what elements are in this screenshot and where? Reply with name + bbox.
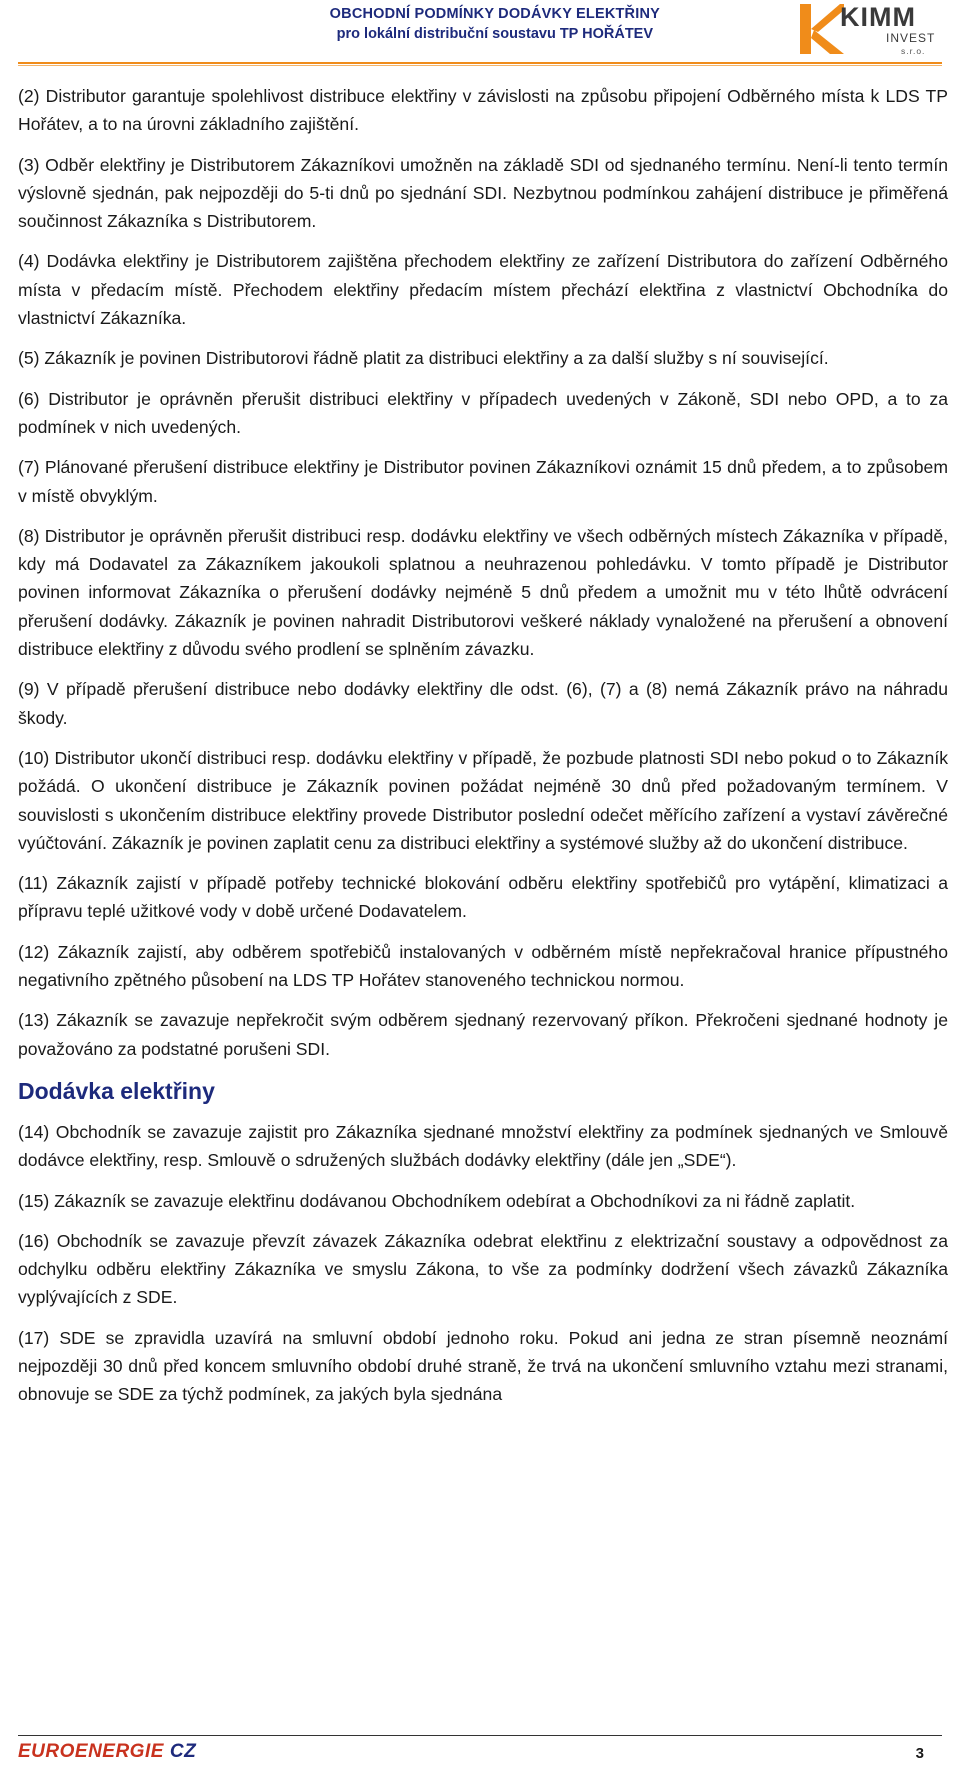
paragraph-6: (6) Distributor je oprávněn přerušit distribuci elektřiny v případech uvedených v Zákoně, SDI nebo OPD, a to za podmínek v nich uvedených.: [18, 388, 948, 437]
paragraph-8: (8) Distributor je oprávněn přerušit distribuci resp. dodávku elektřiny ve všech odběrných místech Zákazníka v případě, kdy má Dodavatel za Zákazníkem jakoukoli splatnou a neuhrazenou pohledávku. V tomto případě je Distributor povinen informovat Zákazníka o přerušení dodávky nejméně 5 dnů předem a umožnit mu v této lhůtě odvrácení přerušení dodávky. Zákazník je povinen nahradit Distributorovi veškeré náklady vynaložené na přerušení a obnovení distribuce elektřiny z důvodu svého prodlení se splněním závazku.: [18, 525, 948, 660]
document-body: [18, 82, 948, 1409]
paragraph-14: (14) Obchodník se zavazuje zajistit pro Zákazníka sjednané množství elektřiny za podmínek sjednaných ve Smlouvě dodávce elektřiny, resp. Smlouvě o sdružených službách dodávky elektřiny (dále jen „SDE“).: [18, 1121, 948, 1171]
header-divider-secondary: [18, 65, 942, 66]
paragraph-16: (16) Obchodník se zavazuje převzít závazek Zákazníka odebrat elektřinu z elektrizační soustavy a odpovědnost za odchylku odběru elektřiny Zákazníka ve smyslu Zákona, to vše za podmínky dodržení všech závazků Zákazníka vyplývajících z SDE.: [18, 1230, 948, 1308]
logo-sub: INVEST: [886, 31, 936, 45]
paragraph-2: (2) Distributor garantuje spolehlivost distribuce elektřiny v závislosti na způsobu připojení Odběrného místa k LDS TP Hořátev, a to na úrovni základního zajištění.: [18, 86, 948, 135]
footer-divider: [18, 1735, 942, 1736]
footer-logo-suffix: CZ: [169, 1741, 197, 1762]
document-title-line2: pro lokální distribuční soustavu TP HOŘÁTEV: [336, 26, 654, 42]
header-divider: [18, 62, 942, 64]
paragraph-15: (15) Zákazník se zavazuje elektřinu dodávanou Obchodníkem odebírat a Obchodníkovi za ni řádně zaplatit.: [18, 1190, 856, 1211]
paragraphs-group-a: [18, 82, 948, 1063]
kimm-k-mark-icon: [800, 2, 844, 56]
footer-logo-text: EUROENERGIE: [18, 1741, 164, 1762]
paragraph-5: (5) Zákazník je povinen Distributorovi řádně platit za distribuci elektřiny a za další služby s ní související.: [18, 348, 829, 369]
paragraphs-group-b: [18, 1118, 948, 1409]
paragraph-9: (9) V případě přerušení distribuce nebo dodávky elektřiny dle odst. (6), (7) a (8) nemá Zákazník právo na náhradu škody.: [18, 679, 948, 728]
logo-sro: s.r.o.: [901, 46, 926, 56]
paragraph-3: (3) Odběr elektřiny je Distributorem Zákazníkovi umožněn na základě SDI od sjednaného termínu. Není-li tento termín výslovně sjednán, pak nejpozději do 5-ti dnů po sjednání SDI. Nezbytnou podmínkou zahájení distribuce je přiměřená součinnost Zákazníka s Distributorem.: [18, 154, 948, 232]
paragraph-10: (10) Distributor ukončí distribuci resp. dodávku elektřiny v případě, že pozbude platnosti SDI nebo pokud o to Zákazník požádá. O ukončení distribuce je Zákazník povinen požádat nejméně 30 dnů před požadovaným termínem. V souvislosti s ukončením distribuce elektřiny provede Distributor poslední odečet měřícího zařízení a vystaví závěrečné vyúčtování. Zákazník je povinen zaplatit cenu za distribuci elektřiny a systémové služby až do ukončení distribuce.: [18, 747, 948, 853]
page-header: [0, 0, 960, 64]
section-heading: Dodávka elektřiny: [18, 1077, 215, 1104]
paragraph-13: (13) Zákazník se zavazuje nepřekročit svým odběrem sjednaný rezervovaný příkon. Překročeni sjednané hodnoty je považováno za podstatné porušeni SDI.: [18, 1010, 948, 1059]
document-title-line1: OBCHODNÍ PODMÍNKY DODÁVKY ELEKTŘINY: [329, 6, 660, 22]
paragraph-7: (7) Plánované přerušení distribuce elektřiny je Distributor povinen Zákazníkovi oznámit 15 dnů předem, a to způsobem v místě obvyklým.: [18, 457, 948, 506]
document-title: [330, 4, 660, 44]
paragraph-4: (4) Dodávka elektřiny je Distributorem zajištěna přechodem elektřiny ze zařízení Distributora do zařízení Odběrného místa v předacím místě. Přechodem elektřiny předacím místem přechází elektřina z vlastnictví Obchodníka do vlastnictví Zákazníka.: [18, 251, 948, 329]
paragraph-12: (12) Zákazník zajistí, aby odběrem spotřebičů instalovaných v odběrném místě nepřekračoval hranice přípustného negativního zpětného působení na LDS TP Hořátev stanoveného technickou normou.: [18, 941, 948, 991]
paragraph-17: (17) SDE se zpravidla uzavírá na smluvní období jednoho roku. Pokud ani jedna ze stran písemně neoznámí nejpozději 30 dnů před koncem smluvního období druhé straně, že trvá na ukončení smluvního vztahu mezi stranami, obnovuje se SDE za týchž podmínek, za jakých byla sjednána: [18, 1327, 948, 1405]
kimm-invest-logo: [800, 2, 940, 60]
paragraph-11: (11) Zákazník zajistí v případě potřeby technické blokování odběru elektřiny spotřebičů pro vytápění, klimatizaci a přípravu teplé užitkové vody v době určené Dodavatelem.: [18, 873, 948, 922]
logo-word: KIMM: [840, 2, 916, 32]
page-number: 3: [915, 1745, 924, 1762]
euroenergie-logo: [18, 1741, 196, 1763]
